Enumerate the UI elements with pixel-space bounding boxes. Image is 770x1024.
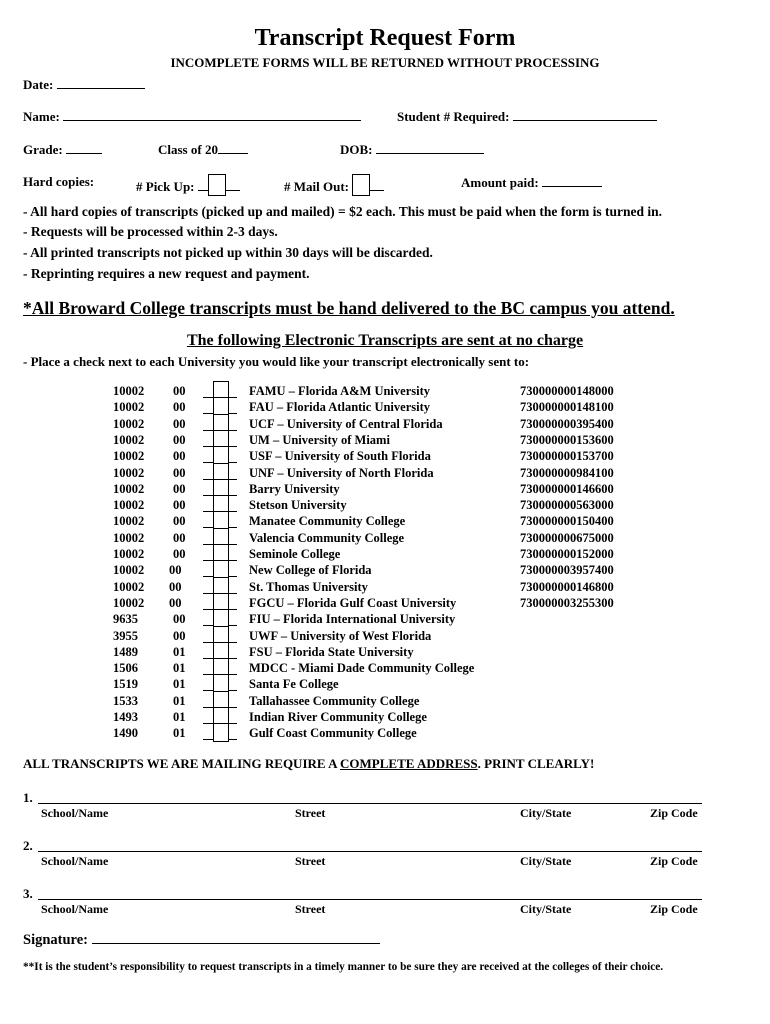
university-name: FAMU – Florida A&M University <box>249 384 430 398</box>
university-id: 730000000675000 <box>520 530 614 545</box>
university-code: 1519 <box>113 677 138 692</box>
date-label: Date: <box>23 77 54 92</box>
university-subcode: 00 <box>173 481 186 496</box>
hard-copies-label: Hard copies: <box>23 174 95 189</box>
dob-row <box>340 141 484 158</box>
university-checkbox[interactable] <box>203 725 237 741</box>
university-id: 730000000563000 <box>520 498 614 513</box>
university-name: USF – University of South Florida <box>249 449 431 464</box>
university-subcode: 00 <box>173 628 186 643</box>
address-number: 2. <box>23 838 33 853</box>
university-id: 730000000153600 <box>520 432 614 447</box>
mailing-notice-prefix: ALL TRANSCRIPTS WE ARE MAILING REQUIRE A <box>23 756 341 771</box>
address-field[interactable] <box>38 899 702 900</box>
address-street-label: Street <box>295 806 326 820</box>
university-subcode: 00 <box>169 579 182 594</box>
university-name: Barry University <box>249 481 340 496</box>
university-code: 1533 <box>113 693 138 708</box>
university-code: 1506 <box>113 661 138 676</box>
university-code: 10002 <box>113 498 145 513</box>
university-code: 10002 <box>113 432 145 447</box>
university-subcode: 01 <box>173 710 186 724</box>
class-row <box>158 141 248 158</box>
university-name: St. Thomas University <box>249 579 368 594</box>
amount-label: Amount paid: <box>461 175 539 190</box>
pickup-row <box>136 174 240 196</box>
university-subcode: 00 <box>173 416 186 431</box>
address-school-label: School/Name <box>41 806 109 820</box>
address-street-label: Street <box>295 902 326 916</box>
mailout-count-box[interactable] <box>352 174 370 196</box>
university-code: 10002 <box>113 400 145 415</box>
university-code: 3955 <box>113 628 138 643</box>
university-id: 730000000984100 <box>520 465 614 480</box>
university-code: 1493 <box>113 710 138 724</box>
mailout-underline <box>370 178 384 191</box>
mailing-notice-suffix: . PRINT CLEARLY! <box>477 756 595 771</box>
university-code: 10002 <box>113 481 145 496</box>
student-number-row <box>397 108 657 125</box>
amount-row <box>461 174 602 191</box>
note-item: - Reprinting requires a new request and payment. <box>23 266 310 281</box>
university-id: 730000000146800 <box>520 579 614 594</box>
class-field[interactable] <box>218 141 248 154</box>
address-city-label: City/State <box>520 806 572 820</box>
university-id: 730000000395400 <box>520 416 614 431</box>
university-name: FAU – Florida Atlantic University <box>249 400 430 415</box>
university-code: 10002 <box>113 449 145 464</box>
address-zip-label: Zip Code <box>650 806 698 820</box>
university-subcode: 01 <box>173 693 186 708</box>
university-code: 10002 <box>113 579 145 594</box>
university-subcode: 01 <box>173 726 186 741</box>
student-number-field[interactable] <box>513 108 657 121</box>
university-name: FGCU – Florida Gulf Coast University <box>249 595 457 610</box>
university-name: Indian River Community College <box>249 710 427 724</box>
note-item: - Requests will be processed within 2-3 days. <box>23 224 278 239</box>
university-subcode: 00 <box>173 530 186 545</box>
name-row <box>23 108 361 125</box>
university-name: Manatee Community College <box>249 514 406 529</box>
university-name: New College of Florida <box>249 563 372 578</box>
university-subcode: 00 <box>173 384 186 398</box>
university-id: 730000000148000 <box>520 384 614 398</box>
university-id: 730000000153700 <box>520 449 614 464</box>
university-name: Tallahassee Community College <box>249 693 420 708</box>
university-name: UNF – University of North Florida <box>249 465 434 480</box>
grade-label: Grade: <box>23 142 63 157</box>
bc-hand-delivery-note: *All Broward College transcripts must be hand delivered to the BC campus you attend. <box>23 298 675 318</box>
university-code: 10002 <box>113 530 145 545</box>
mailing-notice <box>23 756 594 772</box>
university-name: Gulf Coast Community College <box>249 726 417 741</box>
amount-field[interactable] <box>542 174 602 187</box>
page-subtitle: INCOMPLETE FORMS WILL BE RETURNED WITHOUT PROCESSING <box>170 55 600 70</box>
electronic-transcripts-heading: The following Electronic Transcripts are sent at no charge <box>186 332 584 349</box>
university-name: UCF – University of Central Florida <box>249 416 443 431</box>
pickup-count-box[interactable] <box>208 174 226 196</box>
university-name: Stetson University <box>249 498 347 513</box>
university-name: Santa Fe College <box>249 677 339 692</box>
university-name: UM – University of Miami <box>249 432 390 447</box>
university-name: Seminole College <box>249 547 341 561</box>
university-subcode: 00 <box>169 595 182 610</box>
signature-label: Signature: <box>23 932 88 948</box>
mailout-row <box>284 174 384 196</box>
university-code: 10002 <box>113 547 145 561</box>
address-number: 3. <box>23 886 33 901</box>
university-code: 10002 <box>113 595 145 610</box>
page-title: Transcript Request Form <box>254 25 516 51</box>
university-code: 10002 <box>113 416 145 431</box>
university-id: 730000003957400 <box>520 563 614 578</box>
name-label: Name: <box>23 109 60 124</box>
university-id: 730000000148100 <box>520 400 614 415</box>
grade-row <box>23 141 102 158</box>
university-code: 10002 <box>113 465 145 480</box>
university-subcode: 00 <box>173 547 186 561</box>
university-code: 10002 <box>113 563 145 578</box>
address-school-label: School/Name <box>41 902 109 916</box>
university-subcode: 00 <box>173 498 186 513</box>
address-zip-label: Zip Code <box>650 854 698 868</box>
university-subcode: 00 <box>173 465 186 480</box>
university-name: FIU – Florida International University <box>249 612 456 627</box>
mailout-label: # Mail Out: <box>284 179 349 194</box>
university-name: Valencia Community College <box>249 530 405 545</box>
address-field[interactable] <box>38 851 702 852</box>
signature-row <box>23 930 380 949</box>
university-id: 730000000152000 <box>520 547 614 561</box>
university-name: MDCC - Miami Dade Community College <box>249 661 475 676</box>
address-city-label: City/State <box>520 902 572 916</box>
university-code: 9635 <box>113 612 138 627</box>
pickup-underline-after <box>226 178 240 191</box>
university-subcode: 01 <box>173 677 186 692</box>
note-item: - All printed transcripts not picked up within 30 days will be discarded. <box>23 245 433 260</box>
university-id: 730000000146600 <box>520 481 614 496</box>
dob-field[interactable] <box>376 141 484 154</box>
student-number-label: Student # Required: <box>397 109 510 124</box>
address-city-label: City/State <box>520 854 572 868</box>
pickup-underline <box>198 178 208 191</box>
footnote: **It is the student’s responsibility to request transcripts in a timely manner to be sure they are received at the colleges of their choice. <box>23 961 664 973</box>
university-subcode: 00 <box>173 514 186 529</box>
grade-field[interactable] <box>66 141 102 154</box>
address-zip-label: Zip Code <box>650 902 698 916</box>
university-subcode: 00 <box>169 563 182 578</box>
note-item: - All hard copies of transcripts (picked up and mailed) = $2 each. This must be paid when the form is turned in. <box>23 204 663 219</box>
university-id: 730000003255300 <box>520 595 614 610</box>
checkbox-square[interactable] <box>213 723 229 742</box>
university-subcode: 00 <box>173 449 186 464</box>
university-code: 1489 <box>113 644 138 659</box>
name-field[interactable] <box>63 108 361 121</box>
university-code: 10002 <box>113 514 145 529</box>
address-street-label: Street <box>295 854 326 868</box>
dob-label: DOB: <box>340 142 373 157</box>
university-subcode: 01 <box>173 661 186 676</box>
university-subcode: 00 <box>173 432 186 447</box>
university-id: 730000000150400 <box>520 514 614 529</box>
university-subcode: 01 <box>173 644 186 659</box>
university-subcode: 00 <box>173 612 186 627</box>
pickup-label: # Pick Up: <box>136 179 195 194</box>
university-code: 1490 <box>113 726 138 741</box>
university-subcode: 00 <box>173 400 186 415</box>
university-name: UWF – University of West Florida <box>249 628 432 643</box>
university-code: 10002 <box>113 384 145 398</box>
signature-field[interactable] <box>92 930 380 944</box>
address-number: 1. <box>23 790 33 805</box>
electronic-instruction: - Place a check next to each University you would like your transcript electronically sent to: <box>23 354 530 369</box>
class-label: Class of 20 <box>158 142 218 157</box>
date-row <box>23 76 145 93</box>
address-school-label: School/Name <box>41 854 109 868</box>
address-field[interactable] <box>38 803 702 804</box>
date-field[interactable] <box>57 76 145 89</box>
university-name: FSU – Florida State University <box>249 644 414 659</box>
mailing-notice-emphasis: COMPLETE ADDRESS <box>340 756 478 771</box>
